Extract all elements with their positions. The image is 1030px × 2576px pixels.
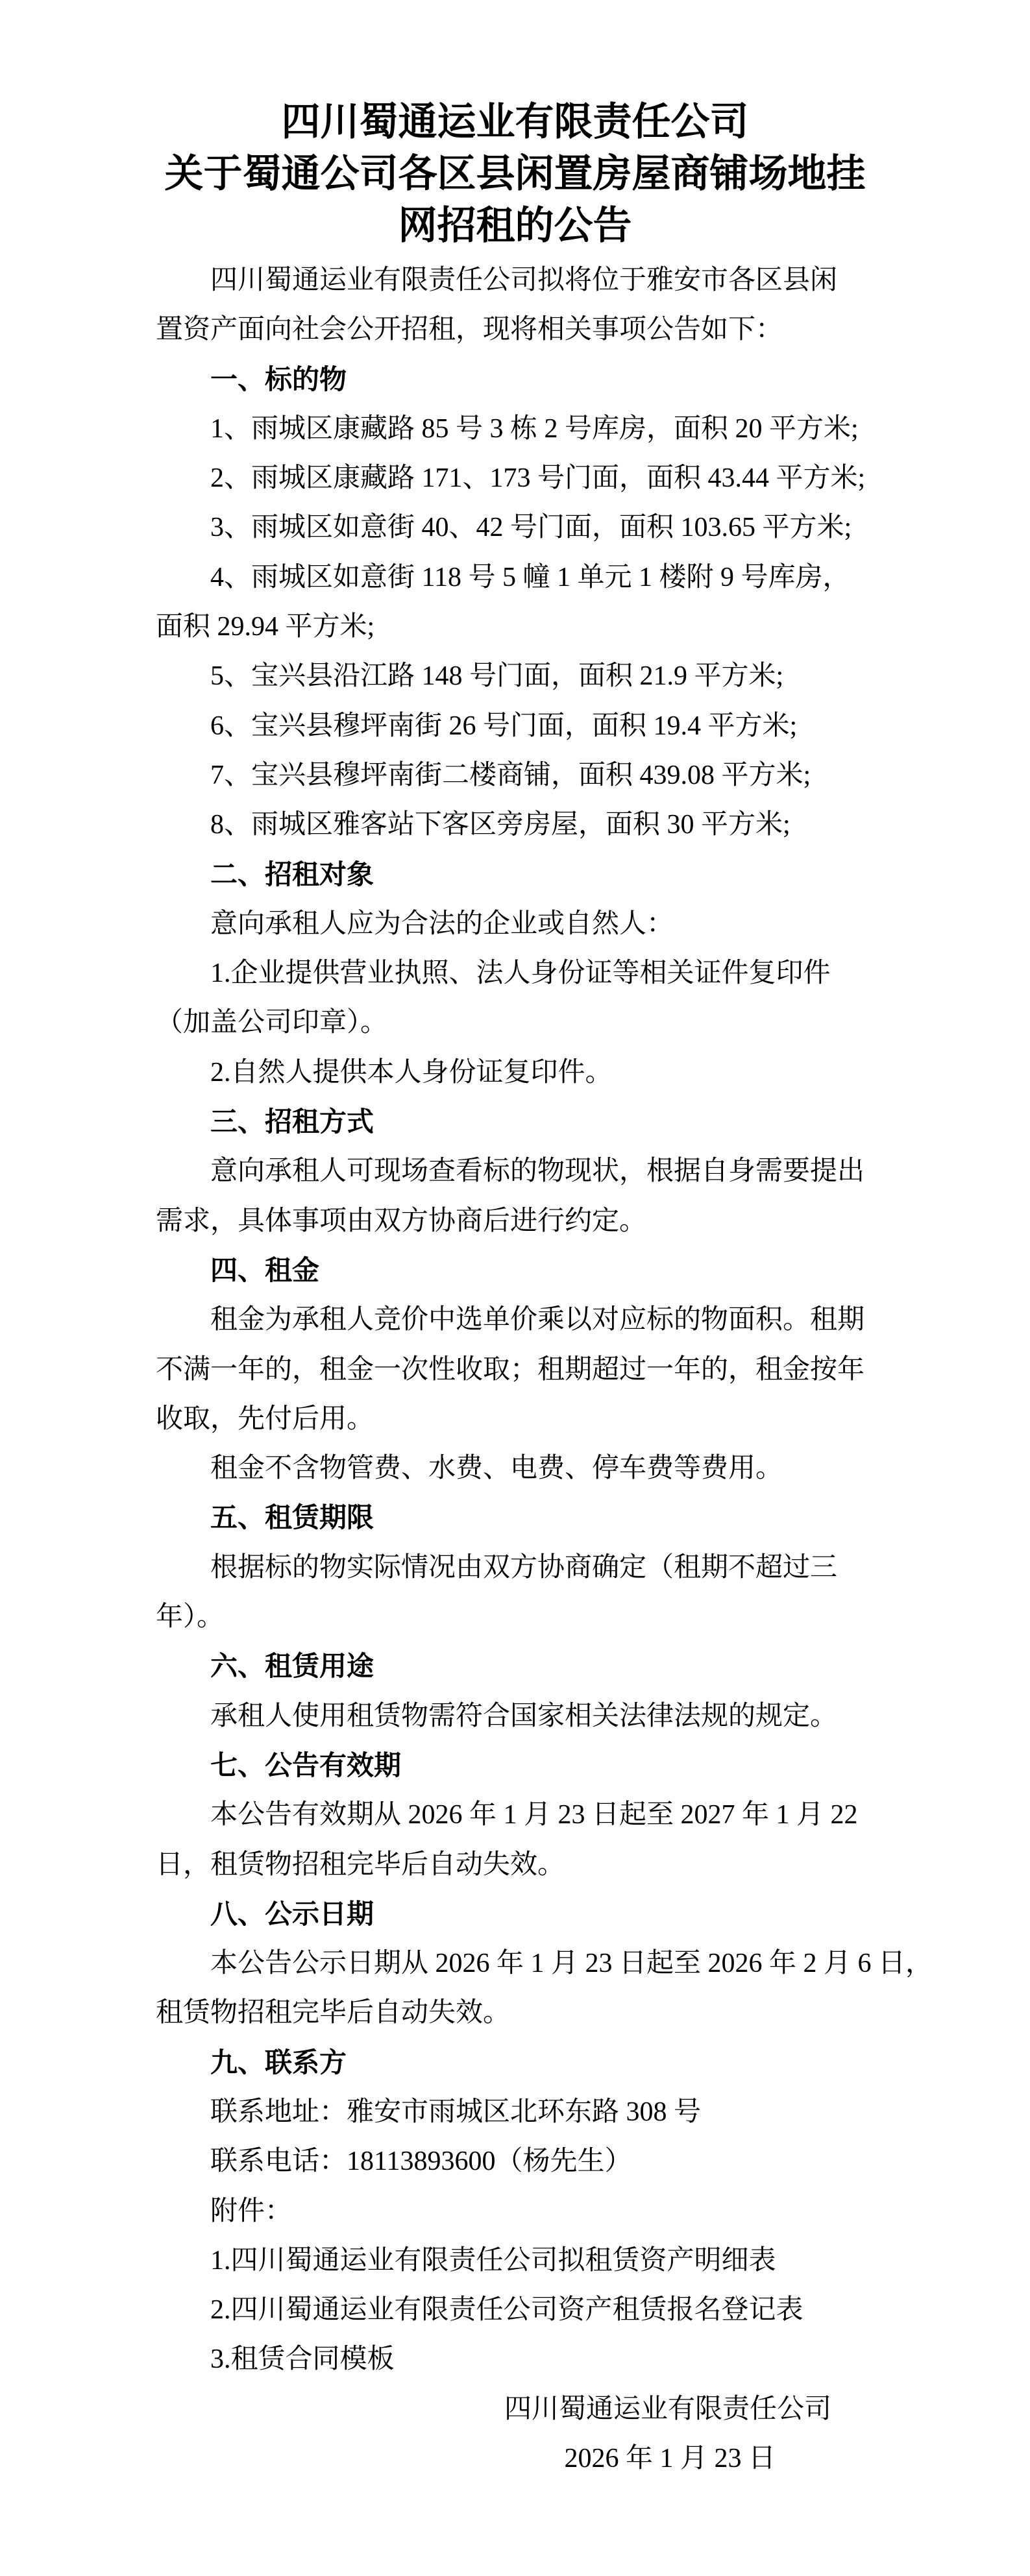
paragraph-line: 根据标的物实际情况由双方协商确定（租期不超过三 bbox=[210, 1552, 838, 1583]
paragraph-line: 需求，具体事项由双方协商后进行约定。 bbox=[156, 1206, 647, 1236]
attachment-item-line: 2.四川蜀通运业有限责任公司资产租赁报名登记表 bbox=[210, 2295, 803, 2326]
section-heading-rental-method: 三、招租方式 bbox=[210, 1106, 374, 1137]
property-item-line: 1、雨城区康藏路 85 号 3 栋 2 号库房，面积 20 平方米; bbox=[210, 413, 859, 444]
paragraph-line: 租金不含物管费、水费、电费、停车费等费用。 bbox=[210, 1453, 783, 1484]
section-heading-subject-matter: 一、标的物 bbox=[210, 363, 347, 395]
paragraph-line: 意向承租人应为合法的企业或自然人： bbox=[210, 908, 674, 939]
property-item-line: 6、宝兴县穆坪南街 26 号门面，面积 19.4 平方米; bbox=[210, 711, 798, 741]
section-heading-lease-term: 五、租赁期限 bbox=[210, 1502, 374, 1533]
section-heading-contact: 九、联系方 bbox=[210, 2047, 347, 2078]
property-item-line: 7、宝兴县穆坪南街二楼商铺，面积 439.08 平方米; bbox=[210, 760, 811, 790]
paragraph-line: 本公告有效期从 2026 年 1 月 23 日起至 2027 年 1 月 22 bbox=[210, 1800, 858, 1830]
paragraph-line: （加盖公司印章）。 bbox=[156, 1008, 388, 1038]
paragraph-line: 1.企业提供营业执照、法人身份证等相关证件复印件 bbox=[210, 958, 831, 989]
section-heading-publicity-date: 八、公示日期 bbox=[210, 1898, 374, 1929]
paragraph-line: 意向承租人可现场查看标的物现状，根据自身需要提出 bbox=[210, 1156, 865, 1187]
paragraph-line: 日，租赁物招租完毕后自动失效。 bbox=[156, 1849, 565, 1880]
signature-date: 2026 年 1 月 23 日 bbox=[564, 2444, 776, 2474]
paragraph-line: 2.自然人提供本人身份证复印件。 bbox=[210, 1057, 613, 1088]
property-item-line: 面积 29.94 平方米; bbox=[156, 612, 375, 642]
section-heading-rent: 四、租金 bbox=[210, 1254, 320, 1285]
section-heading-lease-purpose: 六、租赁用途 bbox=[210, 1651, 374, 1682]
paragraph-line: 不满一年的，租金一次性收取；租期超过一年的，租金按年 bbox=[156, 1354, 865, 1385]
property-item-line: 2、雨城区康藏路 171、173 号门面，面积 43.44 平方米; bbox=[210, 463, 866, 494]
paragraph-line: 租赁物招租完毕后自动失效。 bbox=[156, 1998, 511, 2028]
property-item-line: 4、雨城区如意街 118 号 5 幢 1 单元 1 楼附 9 号库房， bbox=[210, 562, 850, 592]
intro-paragraph-line: 四川蜀通运业有限责任公司拟将位于雅安市各区县闲 bbox=[210, 265, 838, 295]
paragraph-line: 年）。 bbox=[156, 1602, 225, 1633]
property-item-line: 8、雨城区雅客站下客区旁房屋，面积 30 平方米; bbox=[210, 810, 791, 840]
attachment-item-line: 3.租赁合同模板 bbox=[210, 2344, 395, 2375]
paragraph-line: 本公告公示日期从 2026 年 1 月 23 日起至 2026 年 2 月 6 日， bbox=[210, 1949, 933, 1979]
section-heading-validity-period: 七、公告有效期 bbox=[210, 1749, 402, 1780]
document-title-line: 关于蜀通公司各区县闲置房屋商铺场地挂 bbox=[164, 152, 866, 195]
document-title bbox=[156, 96, 874, 252]
document-title-line: 网招租的公告 bbox=[398, 204, 632, 247]
property-item-line: 3、雨城区如意街 40、42 号门面，面积 103.65 平方米; bbox=[210, 513, 852, 543]
section-heading-rental-targets: 二、招租对象 bbox=[210, 858, 374, 890]
document-title-line: 四川蜀通运业有限责任公司 bbox=[281, 100, 749, 143]
attachments-label: 附件： bbox=[210, 2196, 293, 2226]
paragraph-line: 租金为承租人竞价中选单价乘以对应标的物面积。租期 bbox=[210, 1305, 865, 1335]
attachment-item-line: 1.四川蜀通运业有限责任公司拟租赁资产明细表 bbox=[210, 2245, 776, 2276]
signature-company-name: 四川蜀通运业有限责任公司 bbox=[504, 2394, 831, 2424]
property-item-line: 5、宝兴县沿江路 148 号门面，面积 21.9 平方米; bbox=[210, 661, 784, 692]
contact-phone-line: 联系电话：18113893600（杨先生） bbox=[210, 2146, 632, 2177]
contact-address-line: 联系地址：雅安市雨城区北环东路 308 号 bbox=[210, 2096, 702, 2127]
document-body bbox=[156, 256, 933, 2483]
paragraph-line: 承租人使用租赁物需符合国家相关法律法规的规定。 bbox=[210, 1701, 838, 1731]
intro-paragraph-line: 置资产面向社会公开招租，现将相关事项公告如下： bbox=[156, 315, 783, 345]
paragraph-line: 收取，先付后用。 bbox=[156, 1403, 374, 1434]
